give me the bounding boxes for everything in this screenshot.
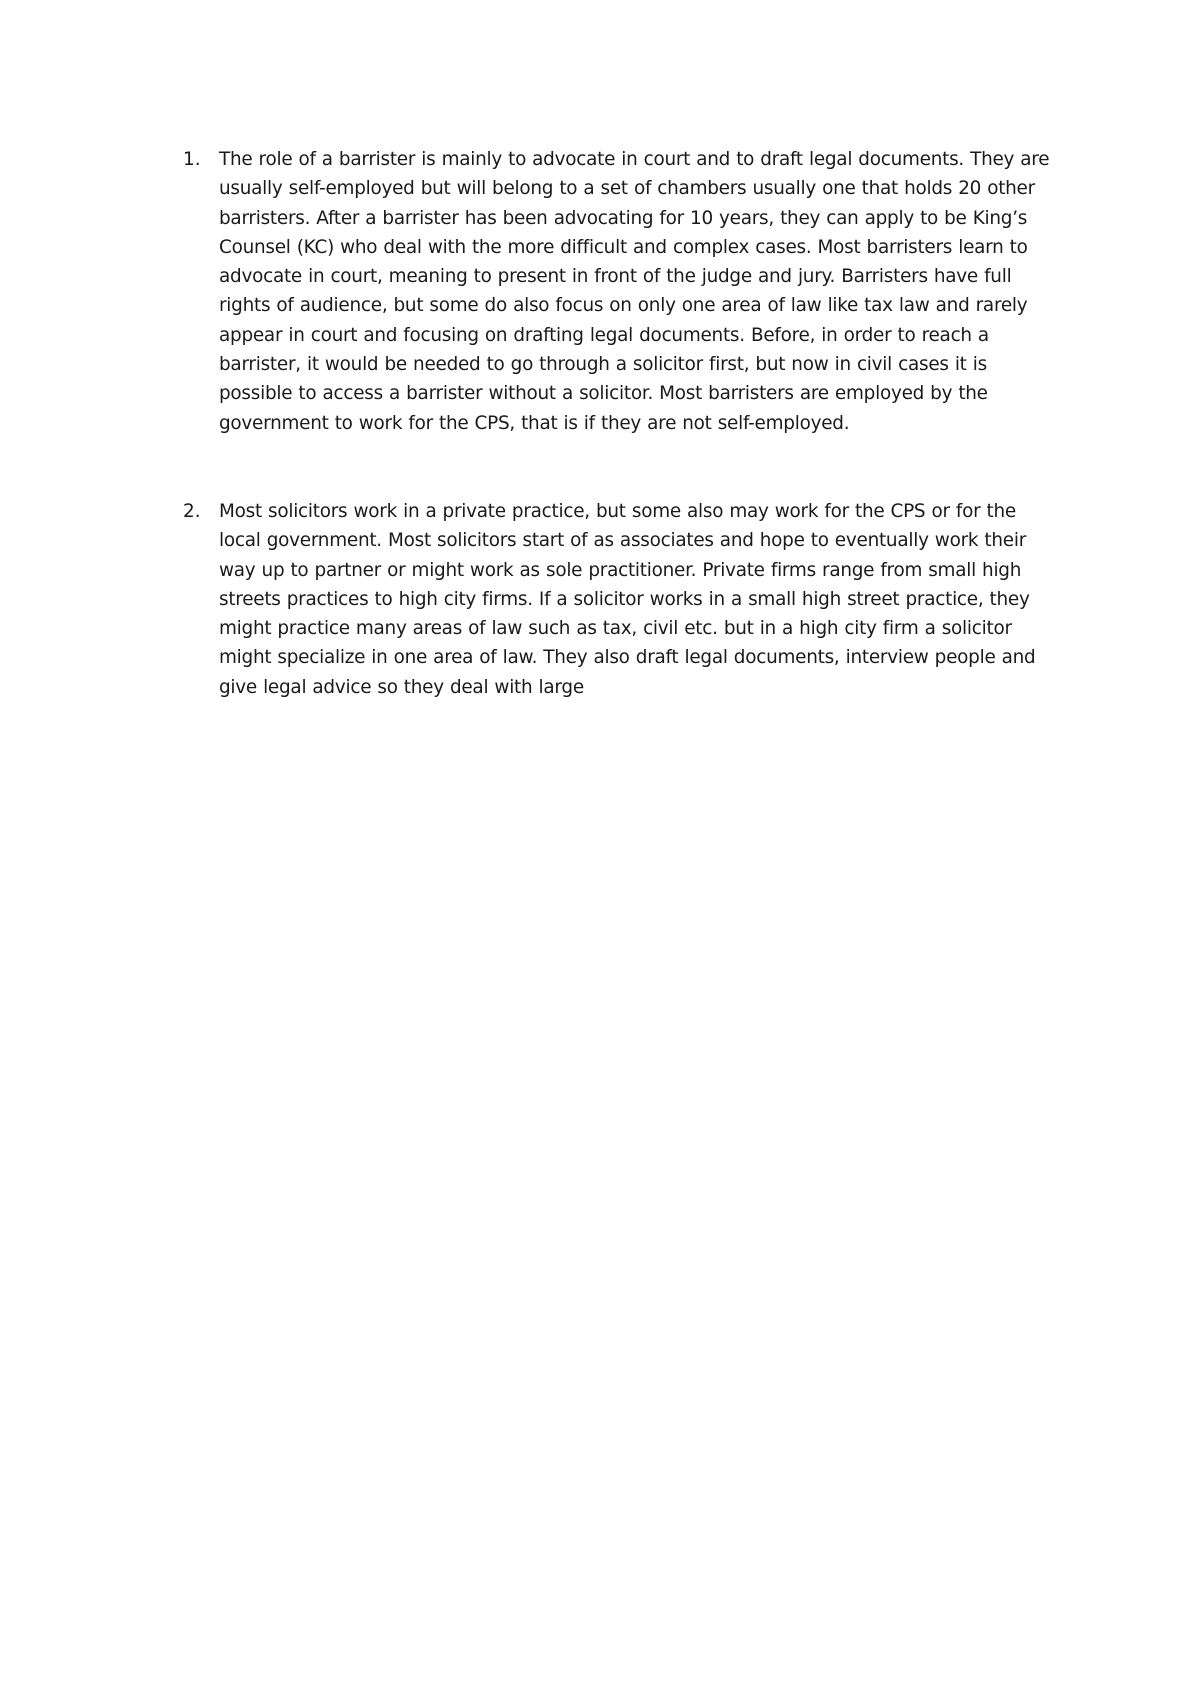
list-item (183, 145, 1063, 438)
list-item-number: 1. (183, 149, 201, 170)
list-item (183, 497, 1063, 702)
list-item-text: Most solicitors work in a private practice, but some also may work for the CPS or for the local government. Most solicitors start of as associates and hope to eventually work their way up to partner or might work as sole practitioner. Private firms range from small high streets practices to high city firms. If a solicitor works in a small high street practice, they might practice many areas of law such as tax, civil etc. but in a high city firm a solicitor might specialize in one area of law. They also draft legal documents, interview people and give legal advice so they deal with large (219, 500, 1036, 698)
numbered-list (183, 145, 1063, 702)
list-item-number: 2. (183, 500, 201, 522)
list-item-text: The role of a barrister is mainly to advocate in court and to draft legal documents. They are usually self-employed but will belong to a set of chambers usually one that holds 20 other barristers. After a barrister has been advocating for 10 years, they can apply to be King’s Counsel (KC) who deal with the more difficult and complex cases. Most barristers learn to advocate in court, meaning to present in front of the judge and jury. Barristers have full rights of audience, but some do also focus on only one area of law like tax law and rarely appear in court and focusing on drafting legal documents. Before, in order to reach a barrister, it would be needed to go through a solicitor first, but now in civil cases it is possible to access a barrister without a solicitor. Most barristers are employed by the government to work for the CPS, that is if they are not self-employed. (219, 149, 1050, 434)
